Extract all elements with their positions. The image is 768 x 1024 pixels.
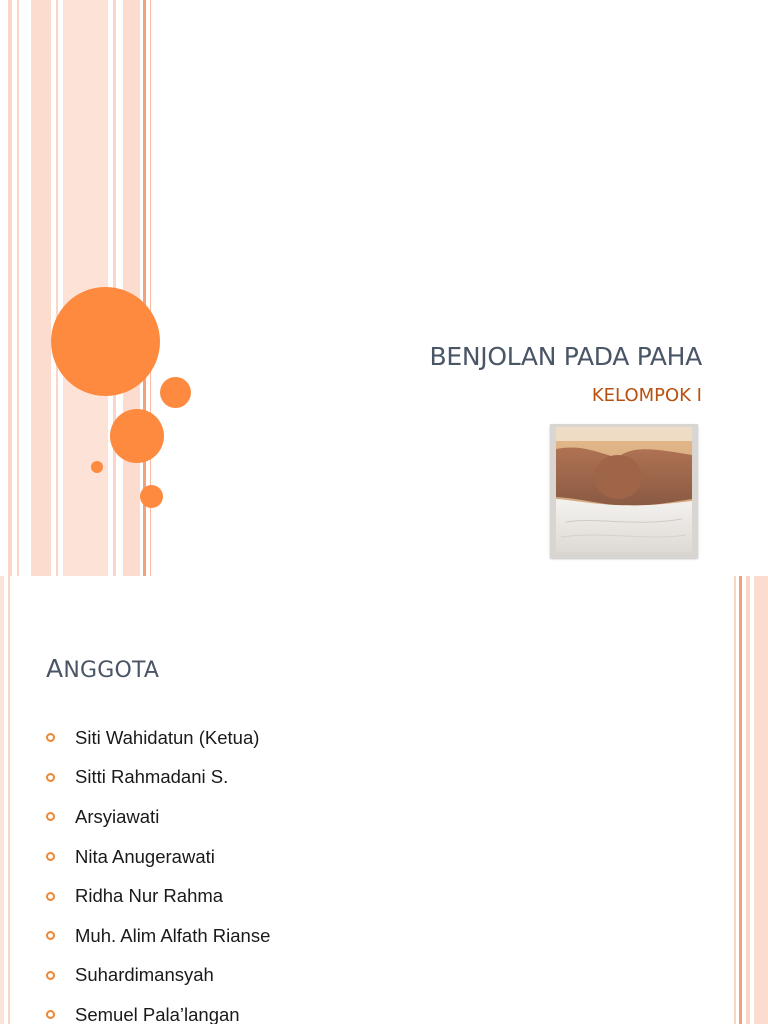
knee-swelling-photo: [556, 427, 692, 552]
stripe-decoration: [31, 0, 51, 576]
stripe-decoration: [746, 576, 750, 1024]
member-name: Muh. Alim Alfath Rianse: [75, 924, 271, 946]
medium-circle-decoration: [110, 409, 164, 463]
bullet-circle-icon: [46, 971, 55, 980]
member-name: Semuel Pala’langan: [75, 1003, 240, 1024]
stripe-decoration: [8, 576, 10, 1024]
bullet-circle-icon: [46, 892, 55, 901]
member-name: Siti Wahidatun (Ketua): [75, 726, 260, 748]
member-name: Ridha Nur Rahma: [75, 885, 224, 907]
small-circle-decoration: [160, 377, 191, 408]
list-item: [46, 876, 270, 916]
bullet-circle-icon: [46, 733, 55, 742]
small-circle-decoration: [140, 485, 163, 508]
list-item: [46, 916, 270, 956]
list-item: [46, 837, 270, 877]
bullet-circle-icon: [46, 852, 55, 861]
member-name: Nita Anugerawati: [75, 845, 215, 867]
list-item: [46, 758, 270, 798]
stripe-decoration: [0, 576, 4, 1024]
section-heading: [46, 654, 159, 683]
list-item: [46, 995, 270, 1024]
member-name: Sitti Rahmadani S.: [75, 766, 229, 788]
member-name: Arsyiawati: [75, 805, 160, 827]
bullet-circle-icon: [46, 812, 55, 821]
section-heading-initial: A: [46, 654, 64, 683]
stripe-decoration: [754, 576, 768, 1024]
bullet-circle-icon: [46, 931, 55, 940]
stripe-decoration: [734, 576, 736, 1024]
large-circle-decoration: [51, 287, 160, 396]
section-heading-rest: NGGOTA: [63, 658, 160, 683]
list-item: [46, 718, 270, 758]
stripe-decoration: [123, 0, 140, 576]
slide-title: BENJOLAN PADA PAHA: [429, 342, 702, 371]
list-item: [46, 956, 270, 996]
stripe-decoration: [17, 0, 19, 576]
list-item: [46, 797, 270, 837]
member-list: [46, 718, 270, 1024]
tiny-circle-decoration: [91, 461, 103, 473]
bullet-circle-icon: [46, 773, 55, 782]
slide-subtitle: KELOMPOK I: [591, 385, 702, 406]
stripe-decoration: [8, 0, 12, 576]
photo-frame: [550, 424, 698, 558]
stripe-decoration: [56, 0, 58, 576]
member-name: Suhardimansyah: [75, 964, 214, 986]
bullet-circle-icon: [46, 1010, 55, 1019]
stripe-decoration: [739, 576, 742, 1024]
